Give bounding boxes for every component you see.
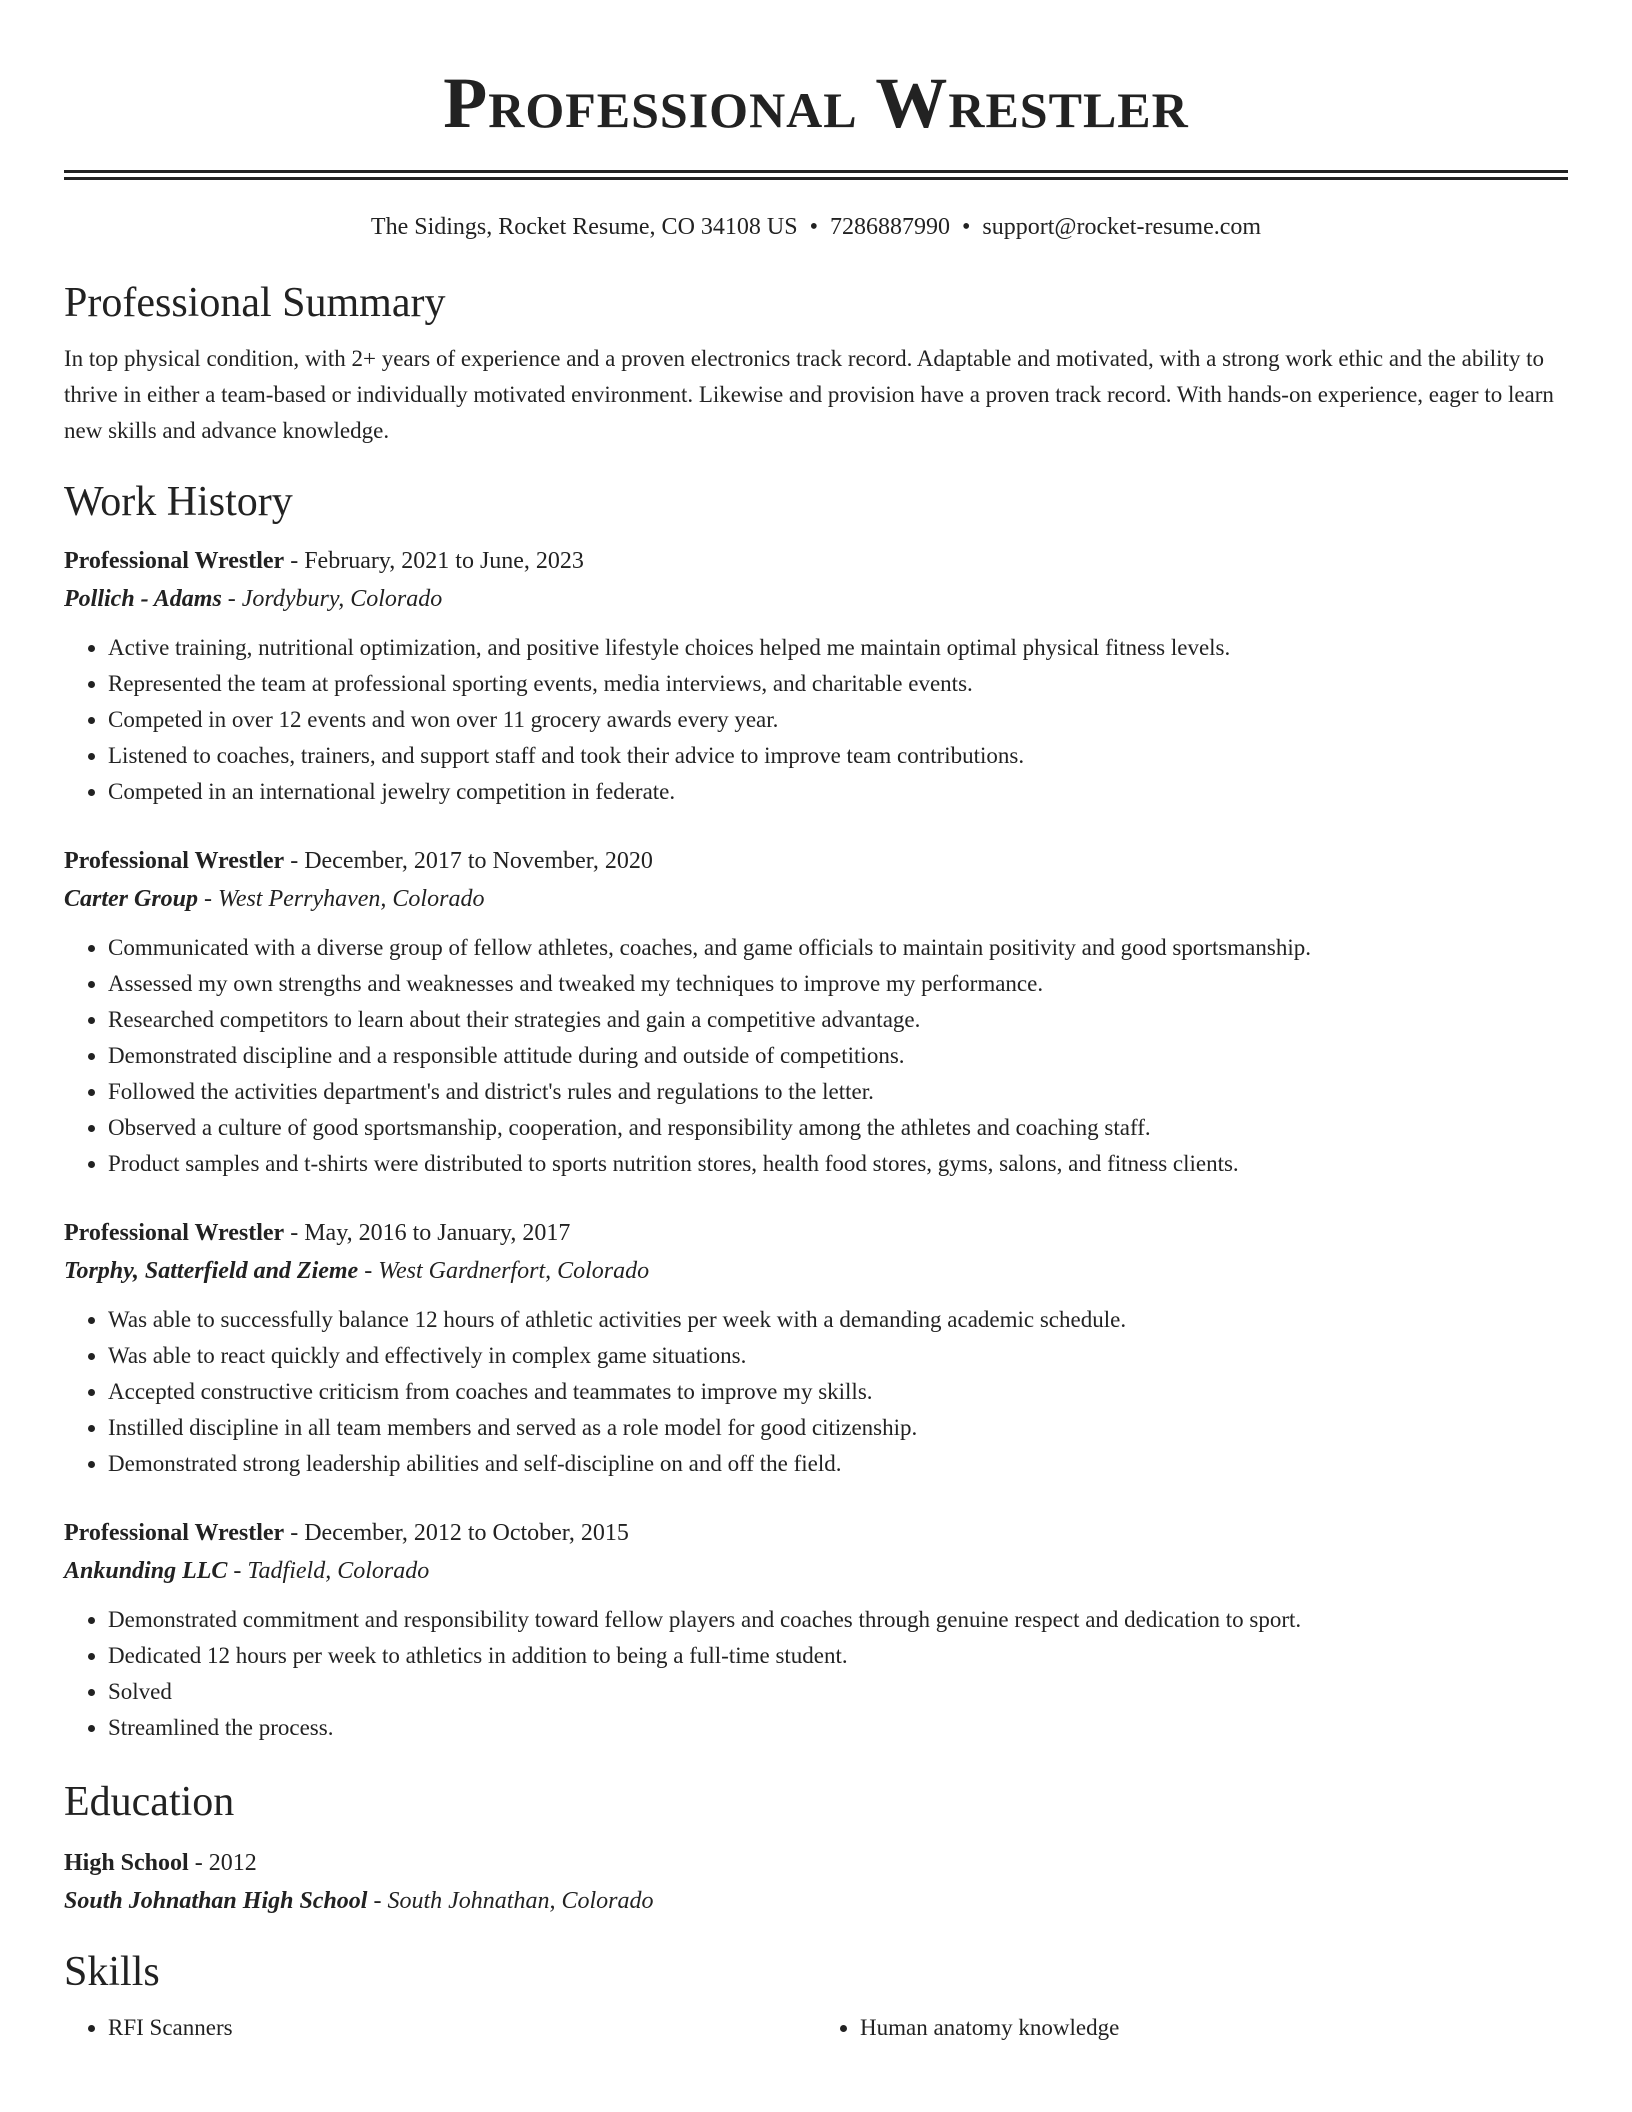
education-location: - South Johnathan, Colorado [367, 1888, 654, 1914]
job-bullet: • Accepted constructive criticism from coaches and teammates to improve my skills. [108, 1374, 1568, 1410]
job-title-line [64, 1214, 1568, 1252]
job-entry [64, 1214, 1568, 1482]
job-entry [64, 542, 1568, 810]
job-bullet: • Followed the activities department's and district's rules and regulations to the letter. [108, 1074, 1568, 1110]
job-bullet: • Competed in over 12 events and won over 11 grocery awards every year. [108, 702, 1568, 738]
candidate-name: Professional Wrestler [443, 63, 1189, 143]
job-bullet: • Competed in an international jewelry competition in federate. [108, 774, 1568, 810]
job-dates: - December, 2012 to October, 2015 [284, 1520, 629, 1546]
job-location: - Jordybury, Colorado [221, 586, 443, 612]
job-title-line [64, 542, 1568, 580]
education-heading: Education [64, 1779, 235, 1825]
summary-text: In top physical condition, with 2+ years of experience and a proven electronics track record. Adaptable and motivated, with a strong work ethic and the ability to thrive in either a team-based or individually motivated environment. Likewise and provision have a proven track record. With hands-on experience, eager to learn new skills and advance knowledge. [64, 346, 1554, 443]
skills-column-right [816, 2010, 1568, 2046]
job-bullet: • Demonstrated discipline and a responsible attitude during and outside of competitions. [108, 1038, 1568, 1074]
job-role: Professional Wrestler [64, 1520, 285, 1546]
job-dates: - December, 2017 to November, 2020 [284, 848, 653, 874]
job-entry [64, 842, 1568, 1182]
job-dates: - May, 2016 to January, 2017 [284, 1220, 571, 1246]
education-year: - 2012 [188, 1850, 257, 1876]
job-bullet: • Active training, nutritional optimization, and positive lifestyle choices helped me maintain optimal physical fitness levels. [108, 630, 1568, 666]
job-company: Torphy, Satterfield and Zieme [64, 1258, 359, 1284]
job-company: Ankunding LLC [64, 1558, 228, 1584]
job-title-line [64, 1514, 1568, 1552]
job-bullets [64, 630, 1568, 810]
job-bullet: • Observed a culture of good sportsmanship, cooperation, and responsibility among the athletes and coaching staff. [108, 1110, 1568, 1146]
job-bullet: • Was able to react quickly and effectively in complex game situations. [108, 1338, 1568, 1374]
contact-line [64, 210, 1568, 244]
job-bullet: • Solved [108, 1674, 1568, 1710]
skills-heading: Skills [64, 1949, 160, 1995]
job-role: Professional Wrestler [64, 1220, 285, 1246]
education-entry [64, 1844, 1568, 1920]
job-bullet: • Communicated with a diverse group of fellow athletes, coaches, and game officials to maintain positivity and good sportsmanship. [108, 930, 1568, 966]
job-entry [64, 1514, 1568, 1746]
education-school-line [64, 1882, 1568, 1920]
job-location: - West Gardnerfort, Colorado [358, 1258, 650, 1284]
job-bullet: • Dedicated 12 hours per week to athletics in addition to being a full-time student. [108, 1638, 1568, 1674]
job-bullet: • Demonstrated commitment and responsibility toward fellow players and coaches through genuine respect and dedication to sport. [108, 1602, 1568, 1638]
job-bullet: • Demonstrated strong leadership abilities and self-discipline on and off the field. [108, 1446, 1568, 1482]
job-bullet: • Assessed my own strengths and weaknesses and tweaked my techniques to improve my performance. [108, 966, 1568, 1002]
job-title-line [64, 842, 1568, 880]
job-bullet: • Represented the team at professional sporting events, media interviews, and charitable events. [108, 666, 1568, 702]
contact-address: The Sidings, Rocket Resume, CO 34108 US [370, 214, 798, 240]
job-company: Pollich - Adams [64, 586, 222, 612]
skill-item: • RFI Scanners [108, 2010, 816, 2046]
job-company-line [64, 880, 1568, 918]
contact-separator: • [961, 214, 971, 240]
job-location: - West Perryhaven, Colorado [198, 886, 485, 912]
job-role: Professional Wrestler [64, 548, 285, 574]
skills-list [64, 2010, 1568, 2046]
job-bullets [64, 930, 1568, 1182]
contact-email: support@rocket-resume.com [982, 214, 1262, 240]
skill-item: • Human anatomy knowledge [860, 2010, 1568, 2046]
job-bullet: • Listened to coaches, trainers, and support staff and took their advice to improve team contributions. [108, 738, 1568, 774]
work-history-heading: Work History [64, 479, 293, 525]
job-dates: - February, 2021 to June, 2023 [284, 548, 584, 574]
contact-phone: 7286887990 [829, 214, 950, 240]
job-company-line [64, 580, 1568, 618]
contact-separator: • [809, 214, 818, 240]
job-bullets [64, 1302, 1568, 1482]
skills-column-left [64, 2010, 816, 2046]
job-bullets [64, 1602, 1568, 1746]
education-school: South Johnathan High School [64, 1888, 368, 1914]
job-company: Carter Group [64, 886, 199, 912]
job-bullet: • Researched competitors to learn about their strategies and gain a competitive advantage. [108, 1002, 1568, 1038]
job-role: Professional Wrestler [64, 848, 285, 874]
header-divider [64, 170, 1568, 180]
job-bullet: • Product samples and t-shirts were distributed to sports nutrition stores, health food stores, gyms, salons, and fitness clients. [108, 1146, 1568, 1182]
education-degree-line [64, 1844, 1568, 1882]
job-bullet: • Instilled discipline in all team members and served as a role model for good citizenship. [108, 1410, 1568, 1446]
summary-heading: Professional Summary [64, 280, 446, 326]
job-location: - Tadfield, Colorado [227, 1558, 430, 1584]
education-degree: High School [64, 1850, 189, 1876]
job-company-line [64, 1552, 1568, 1590]
job-bullet: • Was able to successfully balance 12 hours of athletic activities per week with a demanding academic schedule. [108, 1302, 1568, 1338]
job-company-line [64, 1252, 1568, 1290]
job-bullet: • Streamlined the process. [108, 1710, 1568, 1746]
